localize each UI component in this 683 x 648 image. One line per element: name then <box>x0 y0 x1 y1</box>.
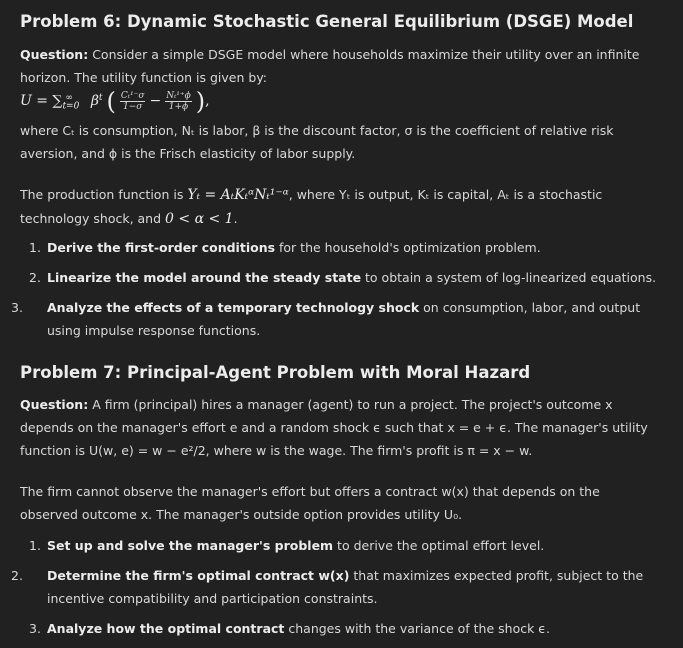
question-label: Question: <box>20 397 89 412</box>
formula-sup: ∞ <box>65 92 73 103</box>
production-formula: Yₜ = AₜKₜᵅNₜ¹⁻ᵅ <box>187 187 289 203</box>
list-item: 1. Set up and solve the manager's problem to derive the optimal effort level. <box>29 538 545 553</box>
list-item: 3. Analyze how the optimal contract changes with the variance of the shock ϵ. <box>29 621 550 636</box>
problem-7-contract: The firm cannot observe the manager's effort but offers a contract w(x) that depends on the observed outcome x. The manager's outside option provides utility U₀. <box>20 484 600 522</box>
problem-7-question <box>20 393 660 462</box>
formula-beta: β <box>90 93 99 109</box>
formula-sub: t=0 <box>62 101 80 112</box>
list-item: 2. Linearize the model around the steady state to obtain a system of log-linearized equations. <box>29 270 657 285</box>
formula-lhs: U = ∑ <box>20 93 63 109</box>
problem-6-where: where Cₜ is consumption, Nₜ is labor, β is the discount factor, σ is the coefficient of relative risk aversion, and ϕ is the Frisch elasticity of labor supply. <box>20 123 614 161</box>
frac-labor: $\frac{\text{Nₜ¹⁺ϕ}}{1+\phi}$ <box>166 91 191 112</box>
problem-7-intro: A firm (principal) hires a manager (agent) to run a project. The project's outcome x depends on the manager's effort e and a random shock ϵ such that x = e + ϵ. The manager's utility function is U(w, e) = w − e²/2, where w is the wage. The firm's profit is π = x − w. <box>20 397 648 458</box>
formula-t: t <box>98 92 103 103</box>
question-label: Question: <box>20 47 89 62</box>
paren-open: ( <box>106 87 116 116</box>
production-function: The production function is Yₜ = AₜKₜᵅNₜ¹⁻ᵅ, where Yₜ is output, Kₜ is capital, Aₜ is a stochastic technology shock, and 0 < α < 1. <box>20 187 603 227</box>
problem-6-question <box>20 43 660 89</box>
list-item: 3. Analyze the effects of a temporary technology shock on consumption, labor, and output using impulse response functions. <box>11 300 641 338</box>
utility-formula: $U = \sum_{t=0}^\infty$ $\beta^t$ ( $\frac{\text{Cₜ¹⁻σ}}{1-\sigma}$ − $\frac{\text{Nₜ¹⁺ϕ}}{1+\phi}$ ), <box>20 87 210 116</box>
alpha-condition: 0 < α < 1 <box>165 211 234 227</box>
paren-close: ) <box>195 87 206 116</box>
problem-6-intro: Consider a simple DSGE model where households maximize their utility over an infinite horizon. The utility function is given by: <box>20 47 640 85</box>
list-item: 2. Determine the firm's optimal contract w(x) that maximizes expected profit, subject to the incentive compatibility and participation constraints. <box>11 568 644 606</box>
problem-6-title: Problem 6: Dynamic Stochastic General Equilibrium (DSGE) Model <box>20 12 634 31</box>
list-item: 1. Derive the first-order conditions for the household's optimization problem. <box>29 240 541 255</box>
problem-7-title: Problem 7: Principal-Agent Problem with Moral Hazard <box>20 363 531 382</box>
frac-consumption: $\frac{\text{Cₜ¹⁻σ}}{1-\sigma}$ <box>120 91 145 112</box>
